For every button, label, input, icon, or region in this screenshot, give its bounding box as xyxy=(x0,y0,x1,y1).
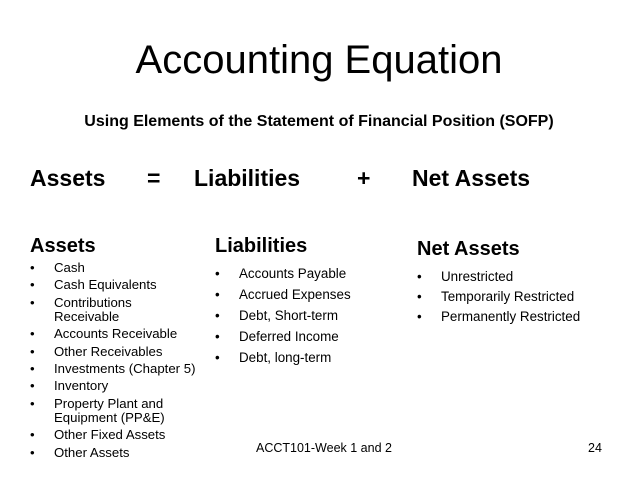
list-item xyxy=(215,350,405,365)
slide-title: Accounting Equation xyxy=(135,38,503,82)
list-item-text: Unrestricted xyxy=(441,269,514,284)
equation-plus-sign: + xyxy=(357,165,371,191)
bullet-icon: • xyxy=(30,444,35,460)
list-item xyxy=(30,379,220,393)
list-item-text: Investments (Chapter 5) xyxy=(54,360,196,376)
bullet-icon: • xyxy=(30,260,35,275)
list-item xyxy=(417,309,617,324)
list-item xyxy=(30,261,220,275)
list-item-text: Contributions Receivable xyxy=(54,294,132,324)
list-item xyxy=(30,428,220,442)
equation-equals-sign: = xyxy=(147,165,161,191)
footer-course: ACCT101-Week 1 and 2 xyxy=(256,441,392,455)
list-item xyxy=(215,308,405,323)
list-item-text: Other Receivables xyxy=(54,343,163,359)
bullet-icon: • xyxy=(30,360,35,376)
list-item-text: Property Plant and Equipment (PP&E) xyxy=(54,395,165,425)
bullet-icon: • xyxy=(215,287,220,302)
bullet-icon: • xyxy=(30,427,35,443)
list-item-text: Accounts Receivable xyxy=(54,326,178,342)
liabilities-heading: Liabilities xyxy=(215,235,308,257)
list-item-text: Deferred Income xyxy=(239,329,339,344)
equation-net-assets: Net Assets xyxy=(412,165,531,191)
bullet-icon: • xyxy=(215,308,220,323)
net-assets-column xyxy=(417,238,617,329)
bullet-icon: • xyxy=(417,289,422,304)
list-item xyxy=(215,287,405,302)
bullet-icon: • xyxy=(30,395,35,411)
list-item-text: Inventory xyxy=(54,378,109,394)
list-item xyxy=(30,362,220,376)
slide-subtitle: Using Elements of the Statement of Financial Position (SOFP) xyxy=(84,113,554,130)
assets-column xyxy=(30,235,220,463)
list-item-text: Debt, long-term xyxy=(239,350,332,365)
bullet-icon: • xyxy=(417,309,422,324)
bullet-icon: • xyxy=(30,294,35,310)
list-item-text: Cash Equivalents xyxy=(54,277,157,293)
bullet-icon: • xyxy=(30,326,35,342)
list-item xyxy=(417,269,617,284)
assets-heading: Assets xyxy=(30,235,96,257)
bullet-icon: • xyxy=(215,350,220,365)
bullet-icon: • xyxy=(30,277,35,293)
list-item-text: Permanently Restricted xyxy=(441,309,581,324)
list-item-text: Cash xyxy=(54,260,85,275)
list-item-text: Debt, Short-term xyxy=(239,308,338,323)
page-number: 24 xyxy=(588,441,602,455)
equation-liabilities: Liabilities xyxy=(194,165,301,191)
list-item-text: Other Fixed Assets xyxy=(54,427,166,443)
list-item-text: Temporarily Restricted xyxy=(441,289,575,304)
list-item xyxy=(30,345,220,359)
net-assets-list xyxy=(417,269,617,324)
bullet-icon: • xyxy=(215,329,220,344)
bullet-icon: • xyxy=(30,378,35,394)
list-item xyxy=(30,278,220,292)
bullet-icon: • xyxy=(30,343,35,359)
bullet-icon: • xyxy=(417,269,422,284)
list-item-text: Accrued Expenses xyxy=(239,287,351,302)
list-item xyxy=(417,289,617,304)
liabilities-column xyxy=(215,235,405,371)
list-item xyxy=(30,327,220,341)
assets-list xyxy=(30,261,220,460)
list-item-text: Accounts Payable xyxy=(239,266,347,281)
list-item xyxy=(215,266,405,281)
list-item xyxy=(30,397,220,425)
equation-assets: Assets xyxy=(30,165,106,191)
list-item xyxy=(215,329,405,344)
list-item-text: Other Assets xyxy=(54,444,130,460)
liabilities-list xyxy=(215,266,405,365)
net-assets-heading: Net Assets xyxy=(417,238,520,260)
list-item xyxy=(30,446,220,460)
bullet-icon: • xyxy=(215,266,220,281)
list-item xyxy=(30,296,220,324)
